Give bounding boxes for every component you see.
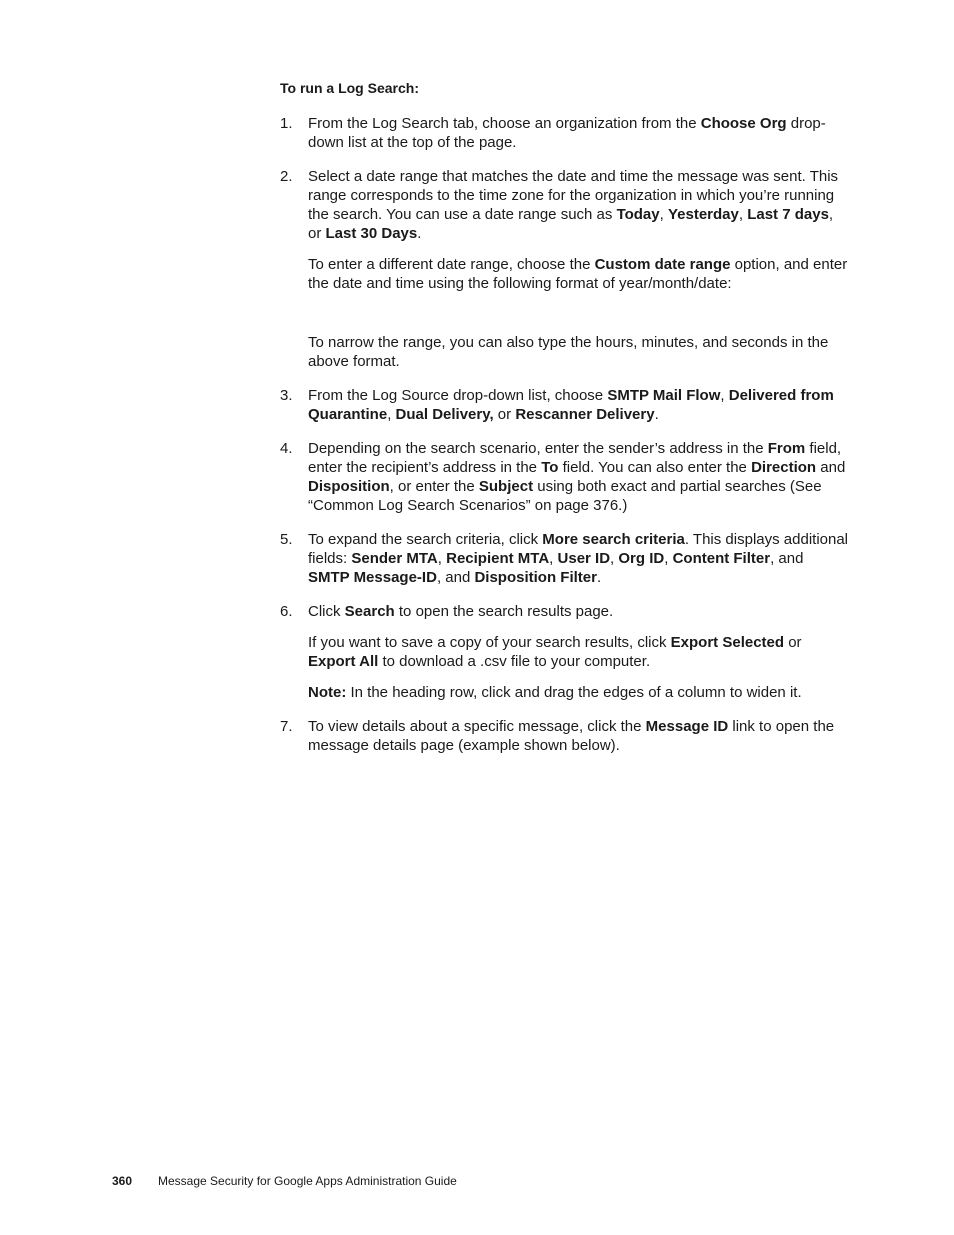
step-paragraph bbox=[308, 717, 848, 755]
text-run: . bbox=[417, 225, 422, 242]
text-run: In the heading row, click and drag the edges of a column to widen it. bbox=[346, 684, 802, 701]
text-run: , bbox=[437, 550, 447, 567]
text-run: , bbox=[610, 550, 619, 567]
text-run: link to open the message details page (example shown below). bbox=[308, 718, 835, 754]
text-run: Click bbox=[308, 603, 345, 620]
bold-term: Dual Delivery, bbox=[395, 406, 494, 423]
bold-term: Yesterday bbox=[667, 206, 739, 223]
text-run: or bbox=[493, 406, 516, 423]
step-item bbox=[280, 386, 848, 424]
step-paragraph bbox=[308, 683, 848, 702]
step-number: 4. bbox=[280, 440, 293, 457]
step-paragraph bbox=[308, 255, 848, 293]
bold-term: More search criteria bbox=[542, 531, 685, 548]
bold-term: Today bbox=[616, 206, 660, 223]
bold-term: Last 7 days bbox=[747, 206, 829, 223]
text-run: Select a date range that matches the date and time the message was sent. This range corresponds to the time zone for the organization in which you’re running the search. You can use a date range such as bbox=[308, 168, 839, 223]
page-footer bbox=[112, 1174, 457, 1189]
text-run: , bbox=[387, 406, 396, 423]
text-run: , and bbox=[436, 569, 475, 586]
bold-term: Org ID bbox=[618, 550, 665, 567]
bold-term: Sender MTA bbox=[351, 550, 438, 567]
text-run: and bbox=[816, 459, 846, 476]
bold-term: SMTP Message-ID bbox=[308, 569, 437, 586]
text-run: . This displays additional fields: bbox=[308, 531, 849, 567]
text-run: , bbox=[664, 550, 673, 567]
text-run: To narrow the range, you can also type the hours, minutes, and seconds in the above format. bbox=[308, 334, 829, 370]
step-number: 5. bbox=[280, 531, 293, 548]
bold-term: Direction bbox=[751, 459, 817, 476]
bold-term: User ID bbox=[557, 550, 611, 567]
text-run: field. You can also enter the bbox=[558, 459, 752, 476]
bold-term: Disposition Filter bbox=[474, 569, 597, 586]
bold-term: Export All bbox=[308, 653, 379, 670]
step-number: 2. bbox=[280, 168, 293, 185]
step-paragraph bbox=[308, 333, 848, 371]
step-item bbox=[280, 167, 848, 371]
section-heading: To run a Log Search: bbox=[280, 80, 419, 96]
step-number: 1. bbox=[280, 115, 293, 132]
step-item bbox=[280, 114, 848, 152]
step-paragraph bbox=[308, 530, 848, 587]
text-run: To view details about a specific message, click the bbox=[308, 718, 646, 735]
text-run: To enter a different date range, choose the bbox=[308, 256, 595, 273]
text-run: . bbox=[596, 569, 602, 586]
text-run: or bbox=[784, 634, 802, 651]
procedure-steps bbox=[280, 114, 848, 770]
bold-term: Content Filter bbox=[672, 550, 771, 567]
step-paragraph bbox=[308, 167, 848, 243]
bold-term: Recipient MTA bbox=[446, 550, 550, 567]
text-run: , or enter the bbox=[389, 478, 479, 495]
text-run: From the Log Source drop-down list, choose bbox=[308, 387, 608, 404]
text-run: drop-down list at the top of the page. bbox=[308, 115, 826, 151]
step-number: 7. bbox=[280, 718, 293, 735]
text-run: If you want to save a copy of your search results, click bbox=[308, 634, 671, 651]
step-item bbox=[280, 530, 848, 587]
bold-term: Choose Org bbox=[700, 115, 787, 132]
text-run: Depending on the search scenario, enter the sender’s address in the bbox=[308, 440, 768, 457]
bold-term: Delivered from Quarantine bbox=[308, 387, 834, 423]
text-run: , bbox=[659, 206, 668, 223]
step-paragraph bbox=[308, 386, 848, 424]
text-run: , and bbox=[770, 550, 804, 567]
bold-term: Subject bbox=[478, 478, 534, 495]
text-run: , bbox=[720, 387, 729, 404]
bold-term: Disposition bbox=[308, 478, 390, 495]
step-paragraph bbox=[308, 602, 848, 621]
document-title: Message Security for Google Apps Administration Guide bbox=[158, 1174, 457, 1188]
step-item bbox=[280, 439, 848, 515]
bold-term: To bbox=[541, 459, 559, 476]
bold-term: Rescanner Delivery bbox=[515, 406, 655, 423]
text-run: From the Log Search tab, choose an organization from the bbox=[308, 115, 701, 132]
bold-term: Last 30 Days bbox=[325, 225, 418, 242]
step-paragraph bbox=[308, 439, 848, 515]
step-item bbox=[280, 717, 848, 755]
text-run: , or bbox=[308, 206, 834, 242]
bold-term: Custom date range bbox=[594, 256, 731, 273]
bold-term: Note: bbox=[308, 684, 347, 701]
step-paragraph bbox=[308, 114, 848, 152]
text-run: . bbox=[654, 406, 659, 423]
page-number: 360 bbox=[112, 1174, 133, 1188]
bold-term: Search bbox=[344, 603, 395, 620]
step-number: 3. bbox=[280, 387, 293, 404]
bold-term: From bbox=[767, 440, 806, 457]
text-run: , bbox=[549, 550, 558, 567]
text-run: To expand the search criteria, click bbox=[308, 531, 543, 548]
bold-term: Message ID bbox=[645, 718, 729, 735]
text-run: option, and enter the date and time using the following format of year/month/date: bbox=[308, 256, 848, 292]
bold-term: SMTP Mail Flow bbox=[607, 387, 721, 404]
text-run: to download a .csv file to your computer. bbox=[378, 653, 651, 670]
step-paragraph bbox=[308, 633, 848, 671]
text-run: field, enter the recipient’s address in the bbox=[308, 440, 842, 476]
step-item bbox=[280, 602, 848, 702]
bold-term: Export Selected bbox=[670, 634, 785, 651]
text-run: , bbox=[738, 206, 748, 223]
step-number: 6. bbox=[280, 603, 293, 620]
text-run: to open the search results page. bbox=[394, 603, 614, 620]
text-run: using both exact and partial searches (See “Common Log Search Scenarios” on page 376.) bbox=[308, 478, 822, 514]
